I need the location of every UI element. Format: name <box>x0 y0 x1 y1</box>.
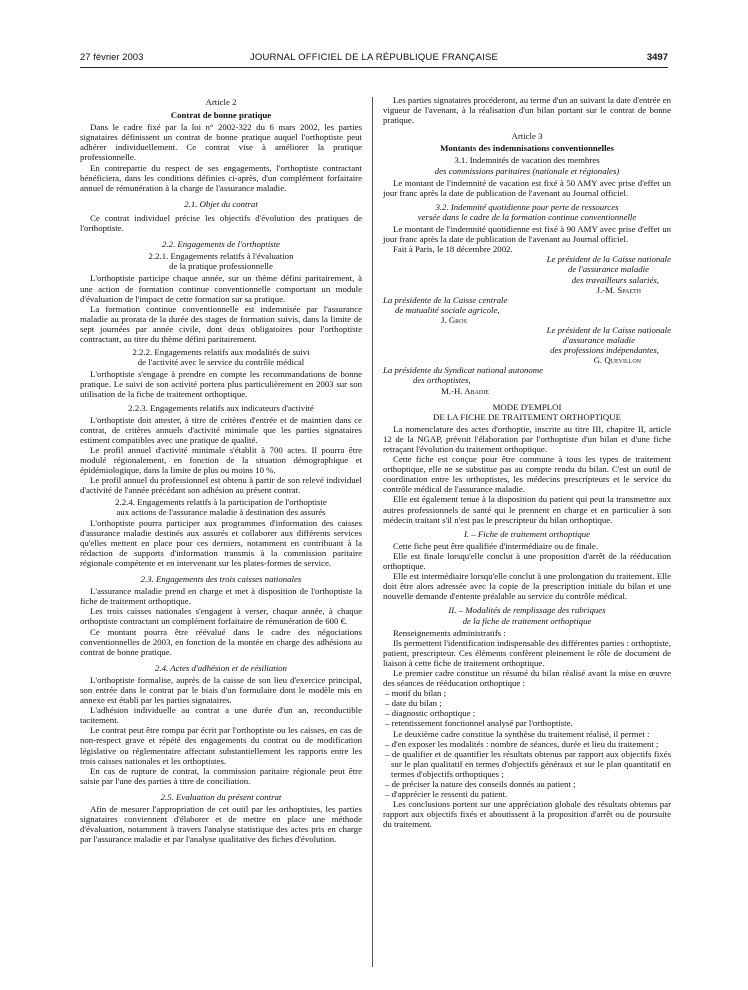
paragraph: Le contrat peut être rompu par écrit par l'orthoptiste ou les caisses, en cas de non-respect grave et répété des engagements du contrat ou de modification législative ou réglementaire affectant substantiellement les rapports entre les trois caisses nationales et les orthoptistes. <box>80 725 362 766</box>
paragraph: L'assurance maladie prend en charge et met à disposition de l'orthoptiste la fiche de traitement orthoptique. <box>80 586 362 607</box>
header-journal-title: JOURNAL OFFICIEL DE LA RÉPUBLIQUE FRANÇAISE <box>249 52 499 63</box>
subsection-title: 3.1. Indemnités de vacation des membres <box>454 155 600 166</box>
list-item: – diagnostic orthoptique ; <box>385 708 476 719</box>
paragraph: La formation continue conventionnelle est indemnisée par l'assurance maladie au prorata de la durée des stages de formation suivis, dans la limite de sept journées par année civile, dont deux obligatoires pour l'orthoptiste contractant, au titre du thème défini paritairement. <box>80 303 362 344</box>
paragraph: Ce montant pourra être réévalué dans le cadre des négociations conventionnelles de 2003, en fonction de la montée en charge des adhésions au contrat de bonne pratique. <box>80 626 362 657</box>
paragraph: Afin de mesurer l'appropriation de cet outil par les orthoptistes, les parties signataires conviennent d'élaborer et de mettre en place une méthode d'évaluation, notamment à travers l'analyse statistique des actes pris en charge par l'assurance maladie et par l'analyse qualitative des fiches d'évolution. <box>80 804 362 845</box>
paragraph: L'orthoptiste s'engage à prendre en compte les recommandations de bonne pratique. Le suivi de son activité portera plus particulièrement en 2003 sur son utilisation de la fiche de traitement orthoptique. <box>80 369 362 400</box>
paragraph: En contrepartie du respect de ses engagements, l'orthoptiste contractant bénéficiera, dans les conditions définies ci-après, d'un complément forfaitaire annuel de rémunération à la charge de l'assurance maladie. <box>80 162 362 193</box>
mode-emploi-subtitle: DE LA FICHE DE TRAITEMENT ORTHOPTIQUE <box>432 411 622 422</box>
paragraph: Le montant de l'indemnité quotidienne est fixé à 90 AMY avec prise d'effet un jour franc après la date de publication de l'avenant au Journal officiel. <box>383 224 671 245</box>
signatory-name: M.-H. Abadie <box>441 385 489 396</box>
list-item: – de qualifier et de quantifier les résultats obtenus par rapport aux objectifs fixés sur le plan qualitatif en termes d'objectifs généraux et sur le plan quantitatif en termes d'objectifs orthoptiques ; <box>385 748 671 779</box>
column-separator <box>372 97 373 967</box>
section-title: 2.5. Evaluation du présent contrat <box>160 791 282 802</box>
paragraph: L'orthoptiste participe chaque année, sur un thème défini paritairement, à une action de formation continue conventionnelle comportant un module d'évaluation de l'impact de cette formation sur sa pratique. <box>80 273 362 304</box>
list-item: – de préciser la nature des conseils donnés au patient ; <box>385 779 576 789</box>
section-title: 2.4. Actes d'adhésion et de résiliation <box>155 662 287 673</box>
paragraph: Ils permettent l'identification indispensable des différentes parties : orthoptiste, patient, prescripteur. Ces éléments confèrent pleinement le rôle de document de liaison à cette fiche de traitement orthoptique. <box>383 637 671 668</box>
section-title: 2.2. Engagements de l'orthoptiste <box>162 239 280 250</box>
article-2-heading: Contrat de bonne pratique <box>170 110 272 121</box>
subsection-title: aux actions de l'assurance maladie à destination des assurés <box>116 507 326 518</box>
paragraph: Cette fiche est conçue pour être commune à tous les types de traitement orthoptique, elle ne se substitue pas au compte rendu du bilan. C'est un outil de coordination entre les orthoptistes, les médecins prescripteurs et le service du contrôle médical de l'assurance maladie. <box>383 454 671 495</box>
subsection-title: 2.2.3. Engagements relatifs aux indicateurs d'activité <box>128 402 314 413</box>
header-date: 27 février 2003 <box>80 52 144 63</box>
paragraph: Le profil annuel du professionnel est obtenu à partir de son relevé individuel d'activité de l'année précédant son adhésion au présent contrat. <box>80 475 362 496</box>
list-item: – d'en exposer les modalités : nombre de séances, durée et lieu du traitement ; <box>385 738 659 749</box>
section-title: 2.3. Engagements des trois caisses nationales <box>140 574 302 585</box>
signatory-name: G. Quevillon <box>593 355 641 366</box>
list-item: – motif du bilan ; <box>385 688 447 699</box>
subsection-title: 2.2.4. Engagements relatifs à la participation de l'orthoptiste <box>115 497 327 508</box>
section-title: I. – Fiche de traitement orthoptique <box>463 528 591 539</box>
subsection-title: de l'activité avec le service du contrôle médical <box>137 357 305 368</box>
signatory-title: La présidente du Syndicat national autonome <box>383 365 544 376</box>
section-title: II. – Modalités de remplissage des rubriques <box>448 605 606 616</box>
subsection-title: 3.2. Indemnité quotidienne pour perte de ressources <box>435 201 619 212</box>
header-rule <box>80 67 668 68</box>
paragraph: Le premier cadre constitue un résumé du bilan réalisé avant la mise en œuvre des séances de rééducation orthoptique : <box>383 667 671 689</box>
paragraph: La nomenclature des actes d'orthoptie, inscrite au titre III, chapitre II, article 12 de la NGAP, prévoit l'élaboration par l'orthoptiste d'un bilan et d'une fiche retraçant l'évolution du traitement orthoptique. <box>383 423 671 454</box>
article-3-heading: Montants des indemnisations conventionnelles <box>440 143 614 154</box>
paragraph: Renseignements administratifs : <box>393 627 506 638</box>
paragraph: L'orthoptiste pourra participer aux programmes d'information des caisses d'assurance maladie destinés aux assurés et collaborer aux différents services qu'elles mettent en place pour ces derniers, notamment en contribuant à la rédaction de supports d'information transmis à la commission paritaire régionale compétente et en intervenant sur les plates-formes de service. <box>80 517 362 568</box>
signatory-name: J.-M. Spaeth <box>596 284 641 295</box>
subsection-title: de la pratique professionnelle <box>169 261 273 272</box>
paragraph: Les parties signataires procéderont, au terme d'un an suivant la date d'entrée en vigueur de l'avenant, à la réalisation d'un bilan portant sur le contrat de bonne pratique. <box>383 95 671 126</box>
subsection-title: versée dans le cadre de la formation continue conventionnelle <box>417 211 637 222</box>
left-column <box>80 97 362 844</box>
paragraph: Elle est finale lorsqu'elle conclut à une proposition d'arrêt de la rééducation orthoptique. <box>383 550 671 572</box>
paragraph: L'orthoptiste doit attester, à titre de critères d'entrée et de maintien dans ce contrat, de critères annuels d'activité minimale que les parties signataires estiment compatibles avec une pratique de qualité. <box>80 414 362 445</box>
paragraph: Le deuxième cadre constitue la synthèse du traitement réalisé, il permet : <box>393 728 650 739</box>
right-column <box>383 95 671 829</box>
paragraph: Les trois caisses nationales s'engagent à verser, chaque année, à chaque orthoptiste contractant un complément forfaitaire de rémunération de 600 €. <box>80 606 362 627</box>
paragraph: Cette fiche peut être qualifiée d'intermédiaire ou de finale. <box>393 540 599 551</box>
list-item: – date du bilan ; <box>385 698 442 709</box>
subsection-title: 2.2.2. Engagements relatifs aux modalités de suivi <box>132 347 310 358</box>
paragraph: En cas de rupture de contrat, la commission paritaire régionale peut être saisie par l'une des parties à titre de conciliation. <box>80 765 362 786</box>
paragraph: Le profil annuel d'activité minimale s'établit à 700 actes. Il pourra être modulé régionalement, en fonction de la situation démographique et épidémiologique, dans la limite de plus ou moins 10 %. <box>80 444 362 476</box>
paragraph: Elle est intermédiaire lorsqu'elle conclut à une prolongation du traitement. Elle doit être alors adressée avec la copie de la prescription initiale du bilan et une nouvelle demande d'entente préalable au service du contrôle médical. <box>383 571 671 602</box>
header-page-number: 3497 <box>646 52 668 63</box>
signatory-title: de mutualité sociale agricole, <box>395 304 500 315</box>
subsection-title: 2.2.1. Engagements relatifs à l'évaluation <box>148 251 294 262</box>
signatory-title: de l'assurance maladie <box>567 264 649 275</box>
signatory-title: des orthoptistes, <box>413 375 471 386</box>
section-title: 2.1. Objet du contrat <box>184 198 258 209</box>
signatory-title: d'assurance maladie <box>562 335 635 346</box>
signatory-title: Le président de la Caisse nationale <box>546 324 671 335</box>
signatory-title: des travailleurs salariés, <box>571 274 659 285</box>
signatory-title: Le président de la Caisse nationale <box>546 254 671 265</box>
paragraph: L'orthoptiste formalise, auprès de la caisse de son lieu d'exercice principal, son entrée dans le contrat par le biais d'un formulaire dont le modèle mis en annexe est établi par les parties signataires. <box>80 674 362 706</box>
subsection-title: des commissions paritaires (nationale et régionales) <box>434 165 620 176</box>
signatory-name: J. Gros <box>441 314 467 325</box>
place-date-line: Fait à Paris, le 18 décembre 2002. <box>393 244 513 255</box>
mode-emploi-title: MODE D'EMPLOI <box>492 401 562 412</box>
signatory-title: La présidente de la Caisse centrale <box>383 294 508 305</box>
signatory-title: des professions indépendantes, <box>550 345 659 356</box>
list-item: – d'apprécier le ressenti du patient. <box>385 789 508 800</box>
paragraph: Elle est également tenue à la disposition du patient qui peut la transmettre aux autres professionnels de santé qui le prennent en charge et en particulier à son médecin traitant s'il n'est pas le prescripteur du bilan orthoptique. <box>383 494 671 525</box>
article-2-title: Article 2 <box>205 97 237 107</box>
paragraph: Ce contrat individuel précise les objectifs d'évolution des pratiques de l'orthoptiste. <box>80 212 362 234</box>
paragraph: L'adhésion individuelle au contrat a une durée d'un an, reconductible tacitement. <box>80 705 362 726</box>
article-3-title: Article 3 <box>511 131 543 142</box>
page-header <box>80 52 668 66</box>
paragraph: Les conclusions portent sur une appréciation globale des résultats obtenus par rapport aux objectifs fixés et aboutissent à la proposition d'arrêt ou de poursuite du traitement. <box>383 799 671 830</box>
list-item: – retentissement fonctionnel analysé par l'orthoptiste. <box>385 718 573 729</box>
section-title: de la fiche de traitement orthoptique <box>462 615 592 626</box>
paragraph: Le montant de l'indemnité de vacation est fixé à 50 AMY avec prise d'effet un jour franc après la date de publication de l'avenant au Journal officiel. <box>383 177 671 198</box>
paragraph: Dans le cadre fixé par la loi n° 2002-322 du 6 mars 2002, les parties signataires définissent un contrat de bonne pratique auquel l'orthoptiste peut adhérer individuellement. Ce contrat vise à améliorer la pratique professionnelle. <box>80 122 362 163</box>
